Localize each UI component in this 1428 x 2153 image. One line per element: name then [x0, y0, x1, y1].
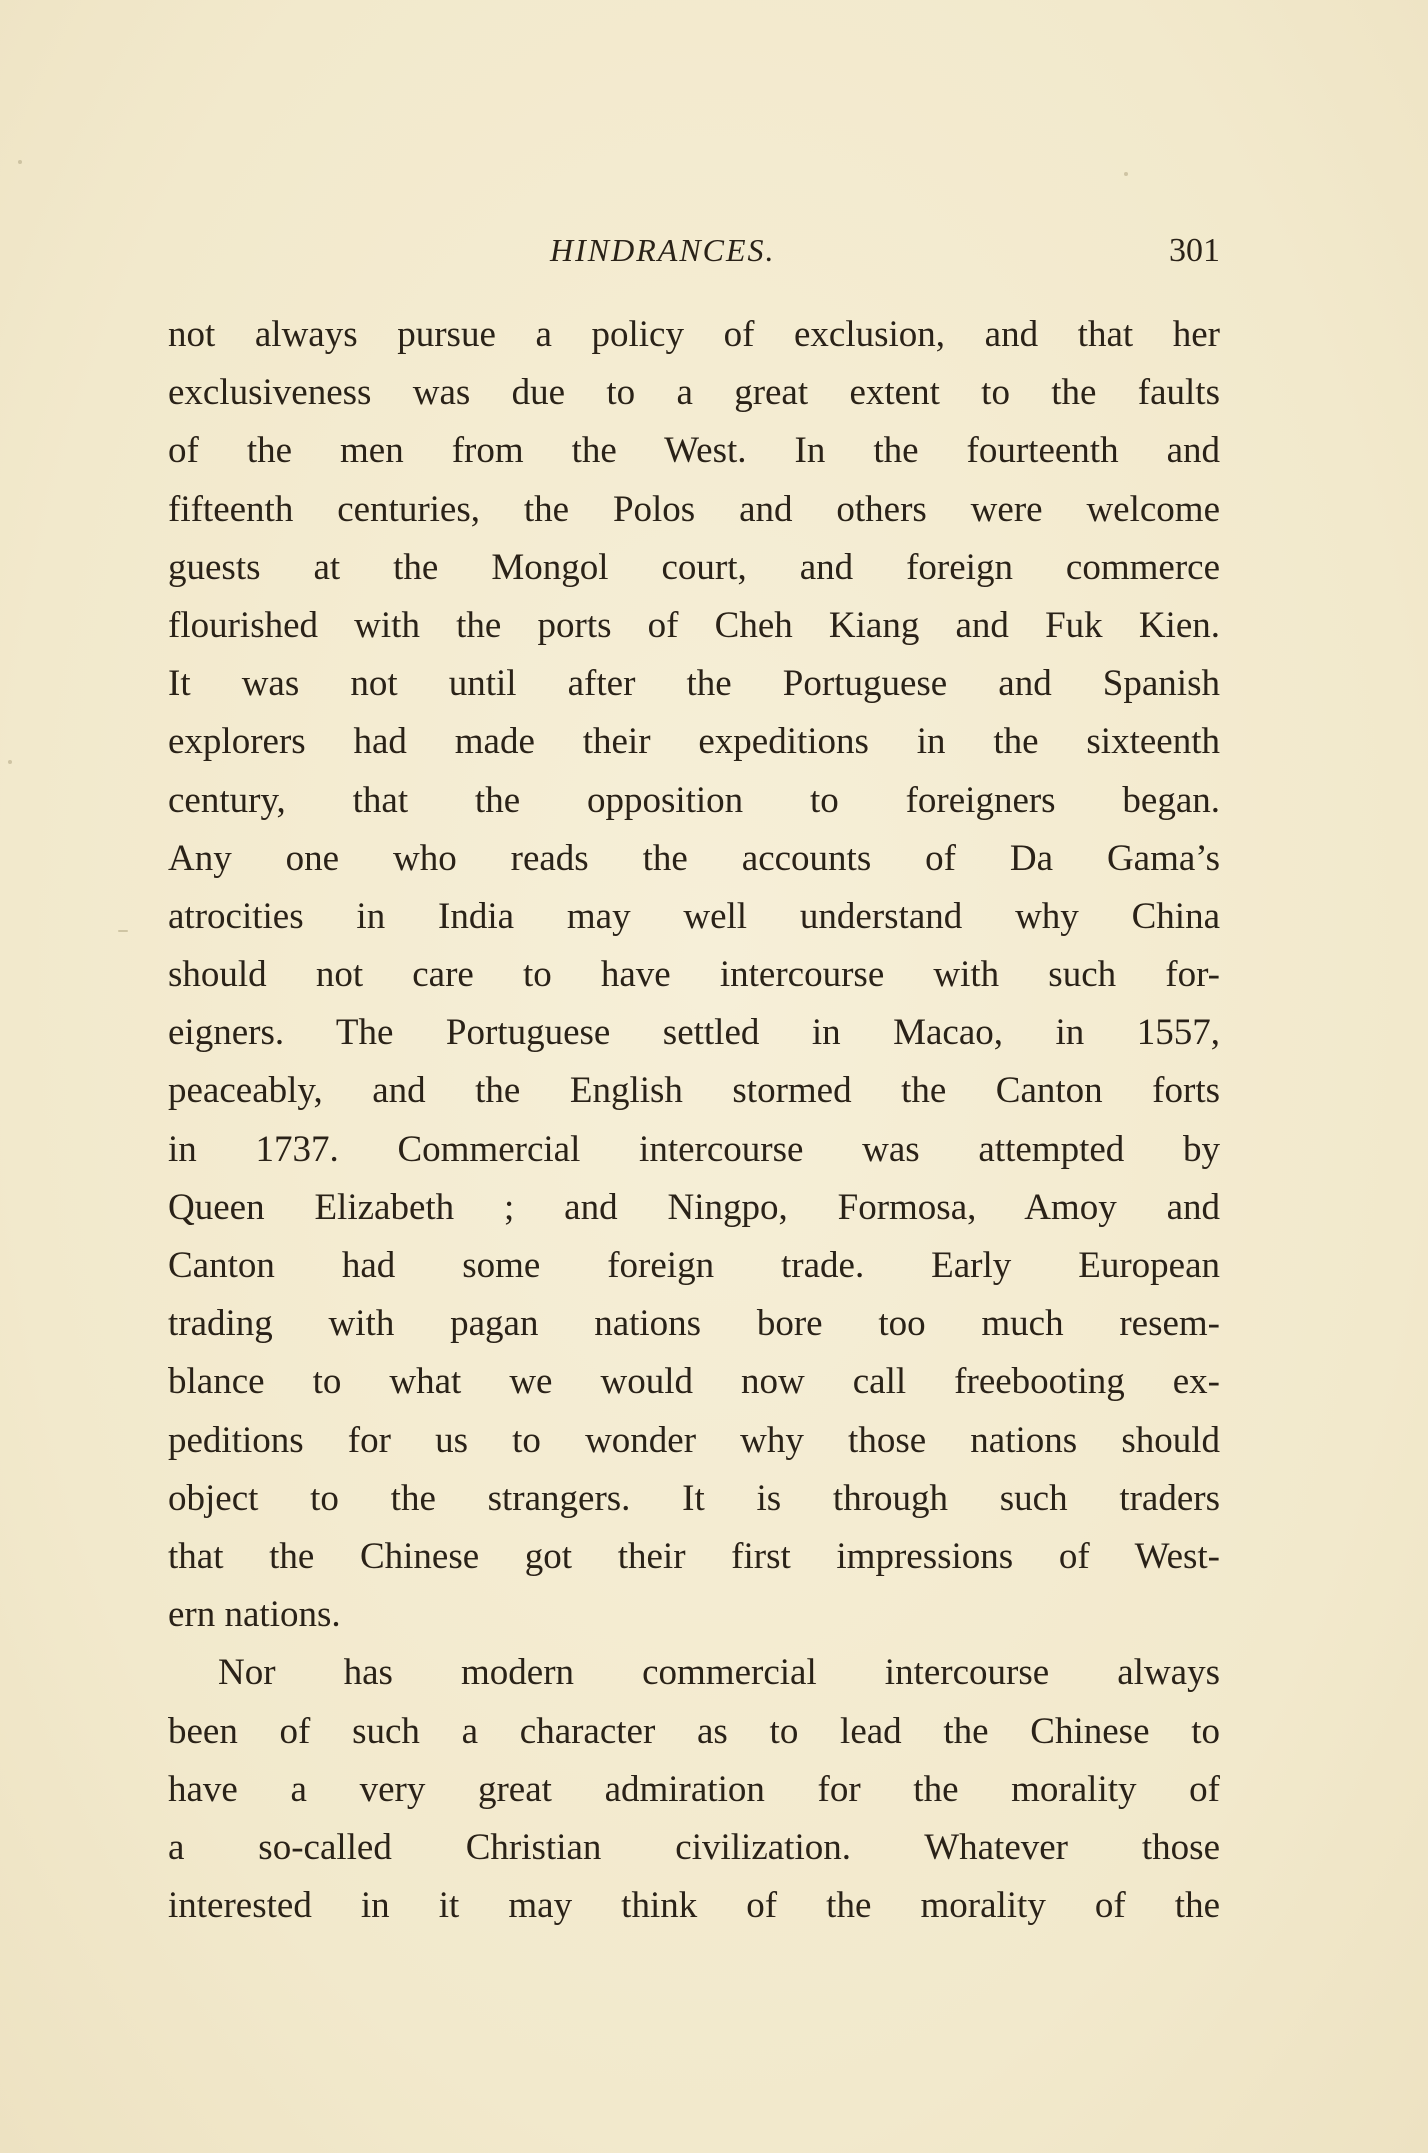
page-number: 301	[1169, 232, 1220, 269]
text-line: exclusiveness was due to a great extent to the faults	[168, 372, 1220, 414]
paragraph-1	[168, 306, 1220, 1644]
paragraph-2	[168, 1644, 1220, 1935]
text-line: that the Chinese got their first impressions of West-	[168, 1535, 1220, 1577]
text-line: of the men from the West. In the fourteenth and	[168, 430, 1220, 472]
text-line: century, that the opposition to foreigners began.	[168, 779, 1220, 821]
text-line: ern nations.	[168, 1594, 341, 1636]
text-line: atrocities in India may well understand why China	[168, 895, 1220, 937]
text-line: not always pursue a policy of exclusion, and that her	[168, 314, 1220, 355]
text-line: interested in it may think of the morality of the	[168, 1885, 1220, 1927]
paper-speck	[8, 760, 12, 764]
body-text	[168, 306, 1220, 1935]
text-line: Canton had some foreign trade. Early European	[168, 1245, 1220, 1286]
text-line: a so-called Christian civilization. Whatever those	[168, 1826, 1220, 1868]
text-line: peditions for us to wonder why those nations should	[168, 1419, 1220, 1461]
text-line: Queen Elizabeth ; and Ningpo, Formosa, Amoy and	[168, 1186, 1220, 1228]
text-line: flourished with the ports of Cheh Kiang and Fuk Kien.	[168, 604, 1220, 646]
text-line: explorers had made their expeditions in the sixteenth	[168, 721, 1220, 763]
text-line: been of such a character as to lead the Chinese to	[168, 1710, 1220, 1752]
running-head: HINDRANCES.	[550, 232, 776, 268]
page-header	[168, 232, 1220, 282]
text-line: fifteenth centuries, the Polos and others were welcome	[168, 488, 1220, 530]
text-line: blance to what we would now call freebooting ex-	[168, 1361, 1220, 1403]
text-line: have a very great admiration for the morality of	[168, 1768, 1220, 1810]
text-line: eigners. The Portuguese settled in Macao, in 1557,	[168, 1012, 1220, 1054]
text-line: guests at the Mongol court, and foreign commerce	[168, 546, 1220, 588]
text-line: should not care to have intercourse with such for-	[168, 954, 1220, 996]
paper-speck	[118, 930, 128, 932]
text-line: trading with pagan nations bore too much resem-	[168, 1303, 1220, 1345]
paper-speck	[18, 160, 22, 164]
text-line: object to the strangers. It is through such traders	[168, 1477, 1220, 1519]
text-line: peaceably, and the English stormed the Canton forts	[168, 1070, 1220, 1112]
text-line: It was not until after the Portuguese and Spanish	[168, 663, 1220, 705]
paper-speck	[1124, 172, 1128, 176]
text-line: Any one who reads the accounts of Da Gama’s	[168, 837, 1220, 879]
text-line: in 1737. Commercial intercourse was attempted by	[168, 1128, 1220, 1170]
text-line: Nor has modern commercial intercourse always	[218, 1652, 1220, 1694]
